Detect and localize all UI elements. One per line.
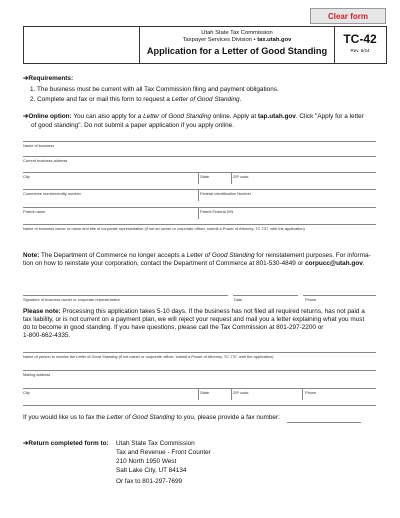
form-id-box — [334, 27, 386, 63]
field-line — [23, 141, 376, 142]
requirement-1: 1. The business must be current with all Tax Commission filing and payment obligations. — [30, 86, 279, 93]
return-heading: ➔Return completed form to: — [23, 440, 109, 447]
field-line — [23, 172, 376, 173]
parent-name-label: Parent name — [23, 209, 46, 214]
phone-label: Phone — [305, 297, 317, 302]
requirements-heading: ➔Requirements: — [23, 75, 74, 82]
city-label: City — [23, 390, 30, 395]
field-divider — [198, 172, 199, 184]
field-line — [23, 224, 376, 225]
parent-ein-label: Parent Federal EIN — [200, 209, 234, 214]
state-label: State — [200, 174, 210, 179]
field-divider — [198, 388, 199, 400]
phone-label: Phone — [305, 390, 317, 395]
revision-date: Rev. 6/24 — [350, 48, 370, 53]
field-line — [23, 189, 376, 190]
return-line-3: 210 North 1950 West — [116, 458, 177, 465]
phone-line — [303, 295, 376, 296]
owner-name-label: Name of business owner or name and title of corporate representative (if not an owner or corporate officer, submit a Power of Attorney, TC-737, with the application) — [23, 226, 305, 231]
name-of-business-label: Name of business — [23, 143, 55, 148]
please-note-line1: Please note: Processing this application takes 5-10 days. If the business has not filed all required returns, has not paid a — [23, 308, 365, 315]
website: tax.utah.gov — [257, 37, 292, 43]
state-label: State — [200, 390, 210, 395]
bullet: • — [253, 37, 256, 43]
zip-label: ZIP code — [233, 174, 249, 179]
arrow-icon: ➔ — [23, 75, 29, 82]
zip-label: ZIP code — [233, 390, 249, 395]
please-note-line4: 1-800-662-4335. — [23, 332, 71, 339]
form-title: Application for a Letter of Good Standing — [146, 46, 328, 56]
date-label: Date — [234, 297, 243, 302]
field-line — [23, 370, 376, 371]
field-divider — [231, 388, 232, 400]
field-line — [23, 156, 376, 157]
return-line-2: Tax and Revenue - Front Counter — [116, 449, 211, 456]
signature-line — [23, 295, 228, 296]
online-option-line2: of good standing". Do not submit a paper application if you apply online. — [31, 122, 234, 129]
field-line — [23, 352, 376, 353]
requirement-2: 2. Complete and fax or mail this form to request a Letter of Good Standing. — [30, 96, 242, 103]
form-header — [23, 26, 387, 64]
arrow-icon: ➔ — [23, 113, 29, 120]
field-divider — [198, 189, 199, 201]
form-number: TC-42 — [343, 32, 377, 46]
fax-request: If you would like us to fax the Letter of Good Standing to you, please provide a fax number: — [23, 414, 280, 421]
field-divider — [231, 172, 232, 184]
field-line — [23, 388, 376, 389]
note-paragraph: Note: The Department of Commerce no longer accepts a Letter of Good Standing for reinstatement purposes. For informa- — [23, 252, 371, 259]
fax-number-line[interactable] — [287, 422, 361, 423]
signature-label: Signature of business owner or corporate representative — [23, 297, 120, 302]
clear-form-button[interactable]: Clear form — [310, 8, 386, 24]
division-name: Taxpayer Services Division — [182, 37, 252, 43]
return-line-4: Salt Lake City, UT 84134 — [116, 467, 187, 474]
arrow-icon: ➔ — [23, 440, 29, 447]
current-address-label: Current business address — [23, 158, 68, 163]
field-divider — [302, 388, 303, 400]
field-line — [23, 207, 376, 208]
city-label: City — [23, 174, 30, 179]
please-note-line2: tax liability, or is not current on a payment plan, we will reject your request and mail you a letter explaining what you must — [23, 316, 365, 323]
agency-name: Utah State Tax Commission — [201, 30, 273, 36]
return-line-1: Utah State Tax Commission — [116, 440, 195, 447]
date-line — [233, 295, 298, 296]
note-line2: tion on how to reinstate your corporation, contact the Department of Commerce at 801-530-4849 or corpucc@utah.gov. — [23, 260, 365, 267]
field-divider — [198, 207, 199, 219]
federal-id-label: Federal Identification Number — [200, 191, 252, 196]
field-line — [23, 405, 376, 406]
please-note-line3: do to become in good standing. If you have questions, please call the Tax Commission at 801-297-2200 or — [23, 324, 324, 331]
commerce-email[interactable]: corpucc@utah.gov — [305, 260, 363, 267]
division-line — [140, 37, 334, 44]
receiver-name-label: Name of person to receive the Letter of Good Standing (if not owner or corporate officer, submit a Power of Attorney, TC-737, with the application) — [23, 354, 274, 359]
commerce-number-label: Commerce number/entity number — [23, 191, 81, 196]
online-url[interactable]: tap.utah.gov — [257, 113, 296, 120]
mailing-address-label: Mailing address — [23, 372, 51, 377]
header-center — [139, 27, 335, 63]
online-option: ➔Online option: You can also apply for a Letter of Good Standing online. Apply at tap.utah.gov. Click "Apply for a letter — [23, 113, 364, 120]
return-fax: Or fax to 801-297-7699 — [116, 478, 183, 485]
